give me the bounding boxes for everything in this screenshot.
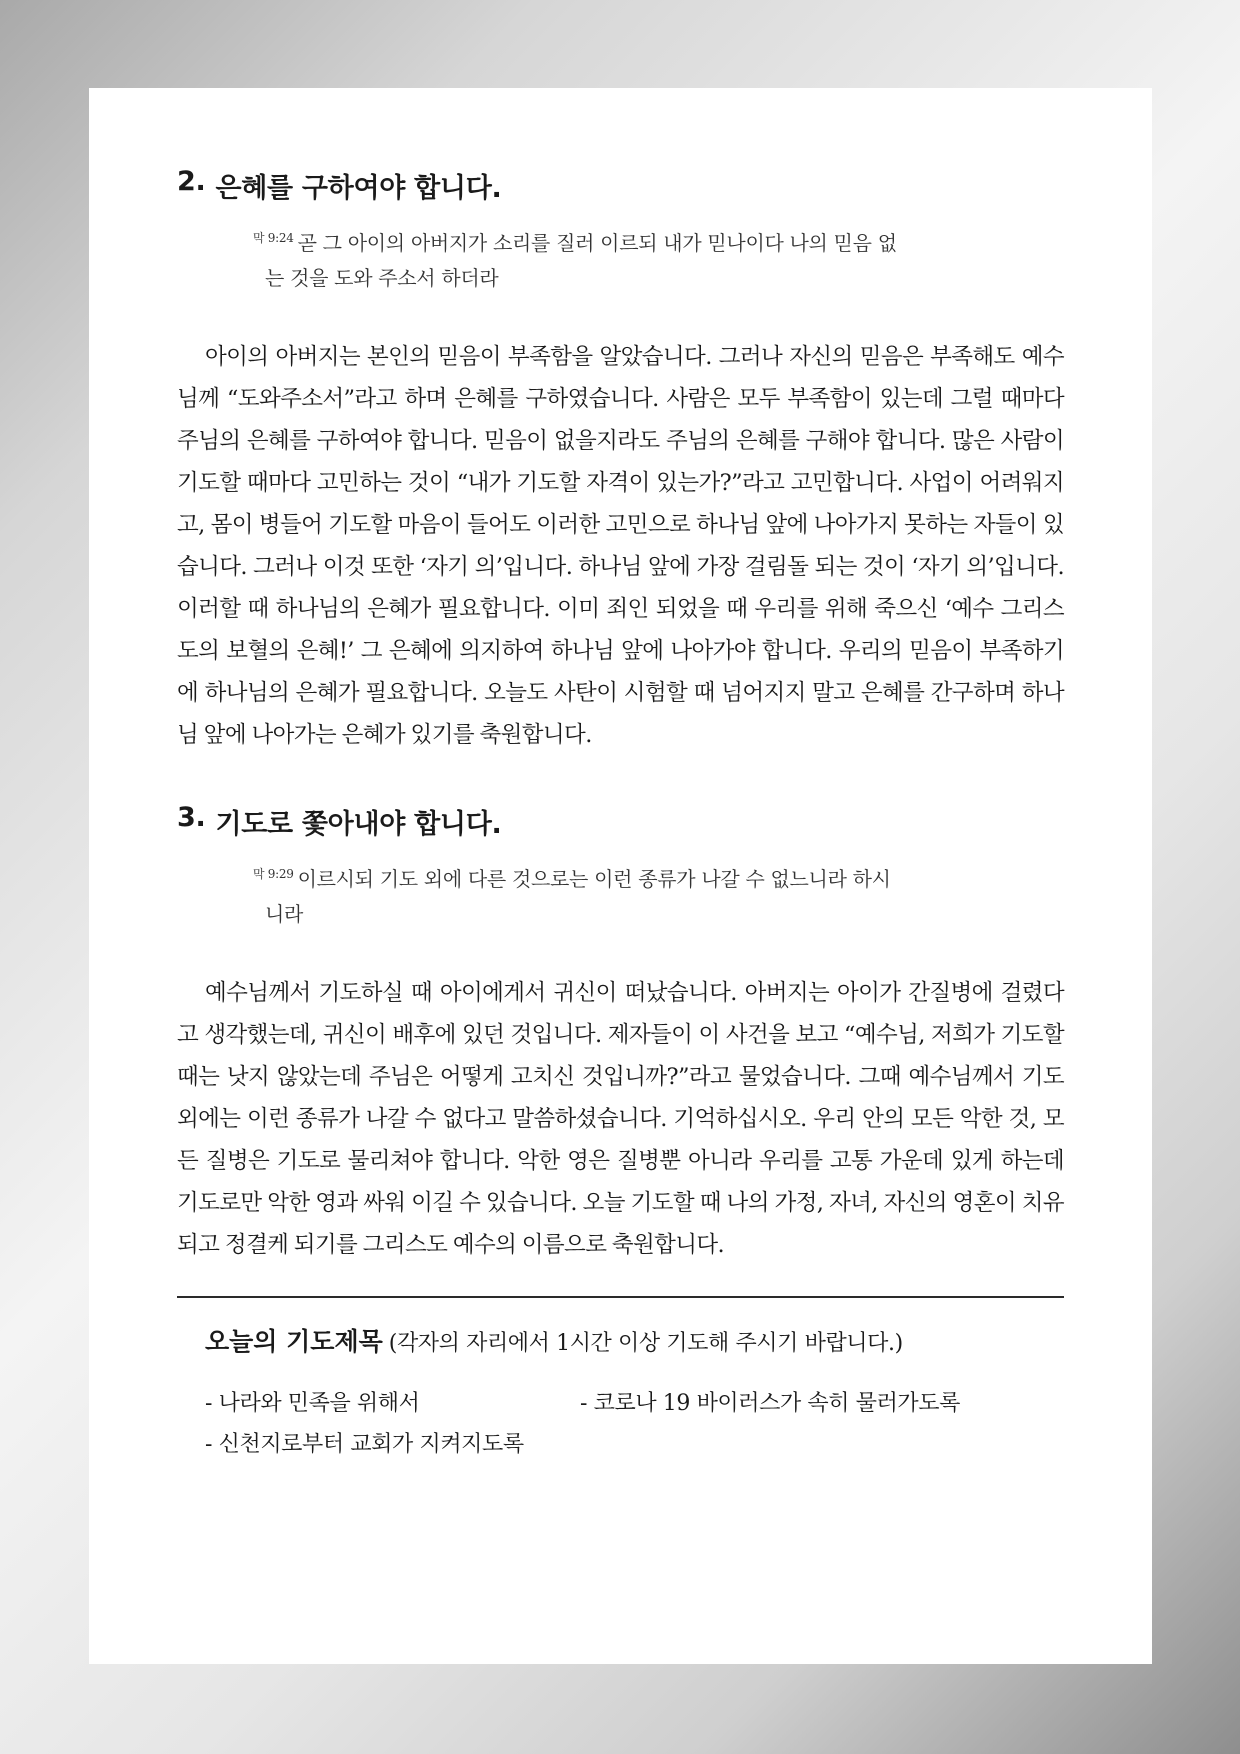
prayer-divider: [177, 1296, 1064, 1298]
section-2-heading: [177, 166, 1064, 205]
section-2-verse-ref: 막 9:24: [253, 231, 294, 245]
section-3-paragraph: 예수님께서 기도하실 때 아이에게서 귀신이 떠났습니다. 아버지는 아이가 간질병에 걸렸다고 생각했는데, 귀신이 배후에 있던 것입니다. 제자들이 이 사건을 보고 “예수님, 저희가 기도할 때는 낫지 않았는데 주님은 어떻게 고치신 것입니까?”라고 물었습니다. 그때 예수님께서 기도 외에는 이런 종류가 나갈 수 없다고 말씀하셨습니다. 기억하십시오. 우리 안의 모든 악한 것, 모든 질병은 기도로 물리쳐야 합니다. 악한 영은 질병뿐 아니라 우리를 고통 가운데 있게 하는데 기도로만 악한 영과 싸워 이길 수 있습니다. 오늘 기도할 때 나의 가정, 자녀, 자신의 영혼이 치유되고 정결케 되기를 그리스도 예수의 이름으로 축원합니다.: [177, 980, 1064, 1258]
section-2-verse: [253, 221, 993, 296]
section-3-verse-ref: 막 9:29: [253, 867, 294, 881]
prayer-item: - 코로나 19 바이러스가 속히 물러가도록: [580, 1391, 960, 1416]
section-3-title: 기도로 쫓아내야 합니다.: [215, 809, 502, 840]
prayer-item: - 나라와 민족을 위해서: [205, 1391, 420, 1416]
prayer-item: - 신천지로부터 교회가 지켜지도록: [205, 1432, 524, 1457]
prayer-list: [205, 1386, 1064, 1458]
section-2-number: 2.: [177, 166, 206, 197]
section-2-verse-text-1: 곧 그 아이의 아버지가 소리를 질러 이르되 내가 믿나이다 나의 믿음 없: [297, 231, 897, 255]
section-2-title: 은혜를 구하여야 합니다.: [215, 173, 502, 204]
section-3-verse-text-1: 이르시되 기도 외에 다른 것으로는 이런 종류가 나갈 수 없느니라 하시: [297, 867, 891, 891]
section-3-number: 3.: [177, 802, 206, 833]
section-2-paragraph: 아이의 아버지는 본인의 믿음이 부족함을 알았습니다. 그러나 자신의 믿음은 부족해도 예수님께 “도와주소서”라고 하며 은혜를 구하였습니다. 사람은 모두 부족함이 있는데 그럴 때마다 주님의 은혜를 구하여야 합니다. 믿음이 없을지라도 주님의 은혜를 구해야 합니다. 많은 사람이 기도할 때마다 고민하는 것이 “내가 기도할 자격이 있는가?”라고 고민합니다. 사업이 어려워지고, 몸이 병들어 기도할 마음이 들어도 이러한 고민으로 하나님 앞에 나아가지 못하는 자들이 있습니다. 그러나 이것 또한 ‘자기 의’입니다. 하나님 앞에 가장 걸림돌 되는 것이 ‘자기 의’입니다. 이러할 때 하나님의 은혜가 필요합니다. 이미 죄인 되었을 때 우리를 위해 죽으신 ‘예수 그리스도의 보혈의 은혜!’ 그 은혜에 의지하여 하나님 앞에 나아가야 합니다. 우리의 믿음이 부족하기에 하나님의 은혜가 필요합니다. 오늘도 사탄이 시험할 때 넘어지지 말고 은혜를 간구하며 하나님 앞에 나아가는 은혜가 있기를 축원합니다.: [177, 344, 1064, 748]
section-3-verse-line-1: [253, 857, 993, 897]
section-3-verse-line-2: 니라: [265, 902, 304, 926]
section-3-heading: [177, 802, 1064, 841]
prayer-note: (각자의 자리에서 1시간 이상 기도해 주시기 바랍니다.): [388, 1331, 903, 1356]
document-page: [89, 88, 1152, 1664]
prayer-heading: [205, 1322, 1064, 1358]
section-2-verse-line-2: 는 것을 도와 주소서 하더라: [265, 266, 499, 290]
prayer-title: 오늘의 기도제목: [205, 1327, 383, 1356]
section-2-verse-line-1: [253, 221, 993, 261]
section-3-verse: [253, 857, 993, 932]
